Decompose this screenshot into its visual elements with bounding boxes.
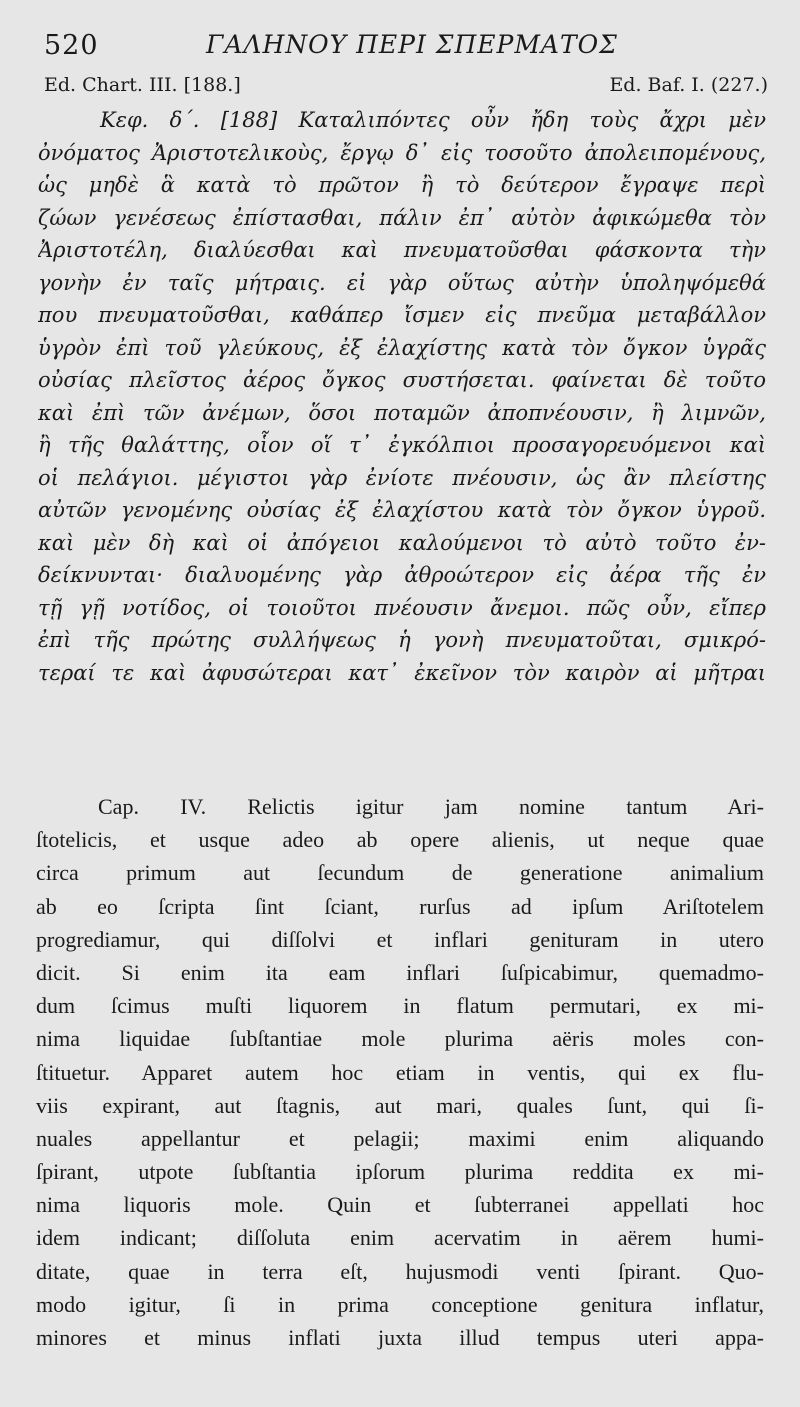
greek-text-line: τῇ γῇ νοτίδος, οἱ τοιοῦτοι πνέουσιν ἄνεμοι. πῶς οὖν, εἴπερ (38, 595, 766, 620)
latin-text-line: ſtotelicis, et usque adeo ab opere alienis, ut neque quae (36, 827, 764, 853)
latin-text-line: minores et minus inflati juxta illud tempus uteri appa- (36, 1325, 764, 1350)
greek-text-line: οἱ πελάγιοι. μέγιστοι γὰρ ἐνίοτε πνέουσιν, ὡς ἂν πλείστης (38, 465, 766, 490)
greek-text-line: ἐπὶ τῆς πρώτης συλλήψεως ἡ γονὴ πνευματοῦται, σμικρό- (38, 628, 766, 652)
greek-text-line: τεραί τε καὶ ἀφυσώτεραι κατ᾽ ἐκεῖνον τὸν καιρὸν αἱ μῆτραι (38, 660, 766, 685)
latin-text-line: nima liquoris mole. Quin et ſubterranei appellati hoc (36, 1192, 764, 1218)
greek-text-line: γονὴν ἐν ταῖς μήτραις. εἰ γὰρ οὕτως αὐτὴν ὑποληψόμεθά (38, 270, 766, 295)
latin-text-line: circa primum aut ſecundum de generatione animalium (36, 860, 764, 886)
latin-text-line: progrediamur, qui diſſolvi et inflari genituram in utero (36, 926, 764, 952)
greek-text-line: που πνευματοῦσθαι, καθάπερ ἴσμεν εἰς πνεῦμα μεταβάλλον (38, 303, 766, 327)
greek-text-line: αὐτῶν γενομένης οὐσίας ἐξ ἐλαχίστου κατὰ τὸν ὄγκον ὑγροῦ. (38, 498, 766, 522)
latin-text-line: ab eo ſcripta ſint ſciant, rurſus ad ipſum Ariſtotelem (36, 893, 764, 919)
page-number: 520 (44, 30, 99, 61)
latin-text-line: ſtituetur. Apparet autem hoc etiam in ventis, qui ex flu- (36, 1059, 764, 1085)
latin-text-line: dicit. Si enim ita eam inflari ſuſpicabimur, quemadmo- (36, 959, 764, 985)
greek-text-line: ὡς μηδὲ ἃ κατὰ τὸ πρῶτον ἢ τὸ δεύτερον ἔγραψε περὶ (38, 173, 766, 197)
greek-text-line: οὐσίας πλεῖστος ἀέρος ὄγκος συστήσεται. φαίνεται δὲ τοῦτο (38, 368, 766, 392)
greek-text-line: δείκνυνται· διαλυομένης γὰρ ἀθροώτερον εἰς ἀέρα τῆς ἐν (38, 563, 766, 587)
greek-text-line: ὀνόματος Ἀριστοτελικοὺς, ἔργῳ δ᾽ εἰς τοσοῦτο ἀπολειπομένους, (38, 140, 766, 165)
latin-text-line: ditate, quae in terra eſt, hujusmodi venti ſpirant. Quo- (36, 1258, 764, 1284)
latin-text-line: modo igitur, ſi in prima conceptione genitura inflatur, (36, 1291, 764, 1317)
latin-text-line: nima liquidae ſubſtantiae mole plurima aëris moles con- (36, 1026, 764, 1052)
edition-basel-reference: Ed. Baf. I. (227.) (609, 74, 768, 96)
greek-text-line: καὶ μὲν δὴ καὶ οἱ ἀπόγειοι καλούμενοι τὸ αὐτὸ τοῦτο ἐν- (38, 530, 766, 555)
greek-text-line: καὶ ἐπὶ τῶν ἀνέμων, ὅσοι ποταμῶν ἀποπνέουσιν, ἢ λιμνῶν, (38, 400, 766, 425)
greek-text-line: ὑγρὸν ἐπὶ τοῦ γλεύκους, ἐξ ἐλαχίστης κατὰ τὸν ὄγκον ὑγρᾶς (38, 335, 766, 360)
latin-text-block (36, 790, 764, 1354)
greek-text-line: Κεφ. δ΄. [188] Καταλιπόντες οὖν ἤδη τοὺς ἄχρι μὲν (100, 108, 766, 132)
latin-text-line: nuales appellantur et pelagii; maximi enim aliquando (36, 1125, 764, 1151)
page-header (44, 28, 768, 64)
greek-text-line: Ἀριστοτέλη, διαλύεσθαι καὶ πνευματοῦσθαι φάσκοντα τὴν (38, 238, 766, 262)
latin-text-line: ſpirant, utpote ſubſtantia ipſorum plurima reddita ex mi- (36, 1159, 764, 1185)
latin-text-line: idem indicant; diſſoluta enim acervatim in aërem humi- (36, 1225, 764, 1251)
edition-chartier-reference: Ed. Chart. III. [188.] (44, 74, 241, 96)
latin-text-line: viis expirant, aut ſtagnis, aut mari, quales ſunt, qui ſi- (36, 1092, 764, 1118)
greek-text-line: ἢ τῆς θαλάττης, οἷον οἵ τ᾽ ἐγκόλπιοι προσαγορευόμενοι καὶ (38, 433, 766, 457)
running-title: ΓΑΛΗΝΟΥ ΠΕΡΙ ΣΠΕΡΜΑΤΟΣ (206, 30, 618, 59)
greek-text-block (38, 104, 766, 689)
latin-text-line: dum ſcimus muſti liquorem in flatum permutari, ex mi- (36, 993, 764, 1019)
edition-references (44, 74, 768, 104)
latin-text-line: Cap. IV. Relictis igitur jam nomine tantum Ari- (98, 794, 764, 819)
greek-text-line: ζώων γενέσεως ἐπίστασθαι, πάλιν ἐπ᾽ αὐτὸν ἀφικώμεθα τὸν (38, 205, 766, 230)
